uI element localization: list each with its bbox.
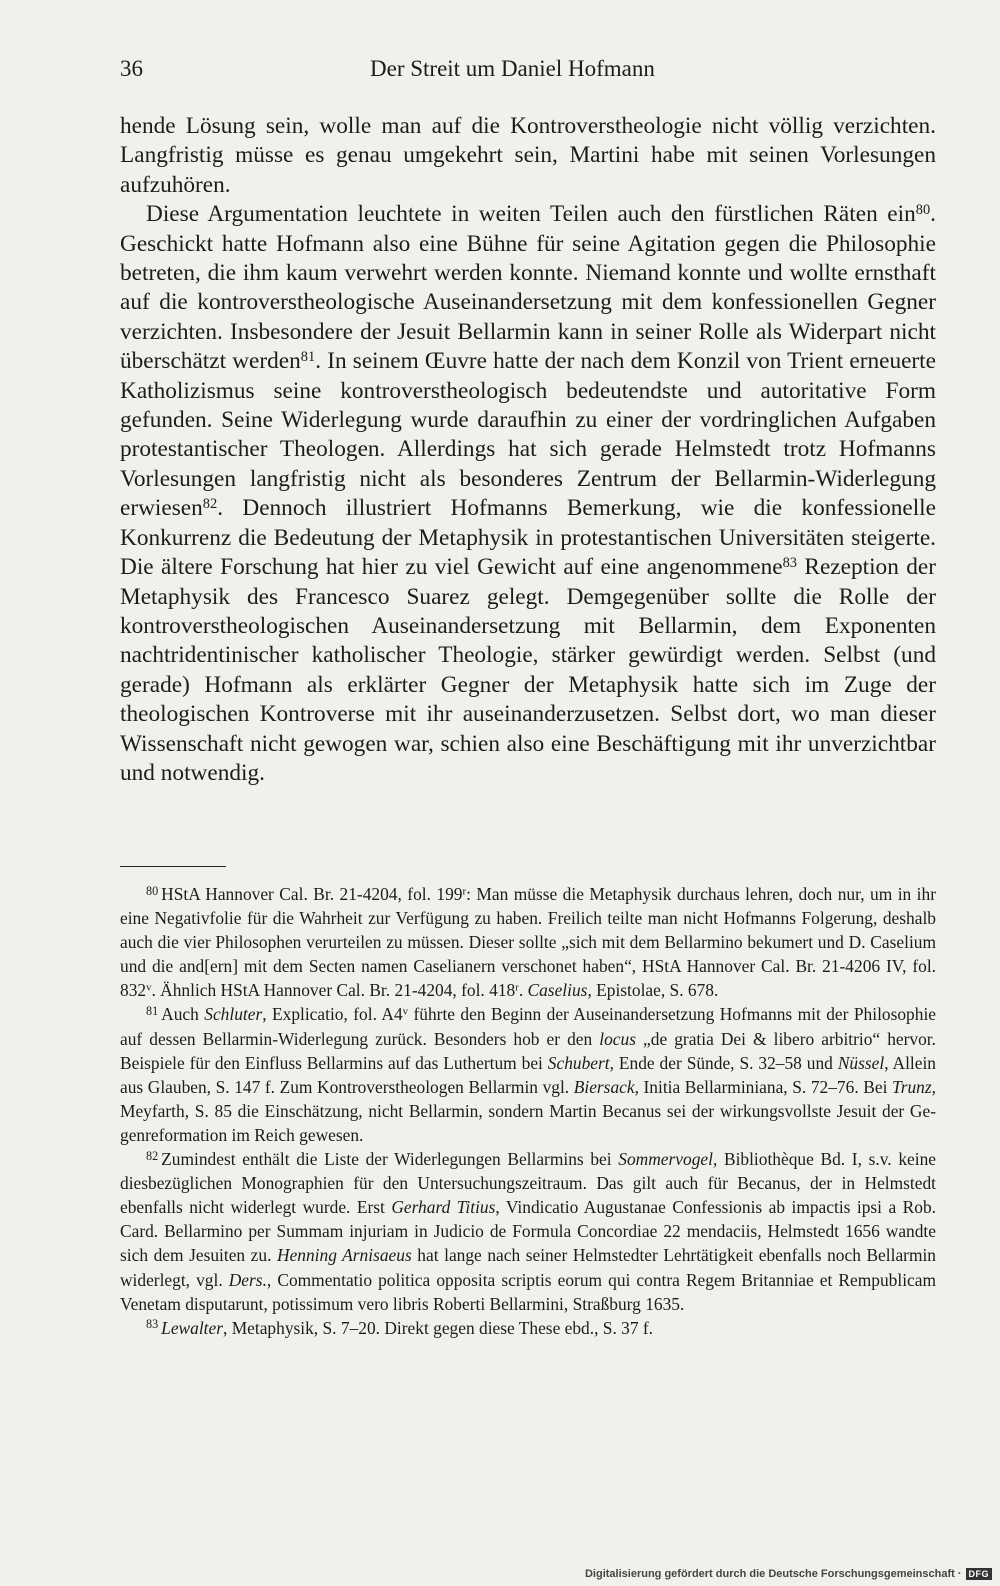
footnote-text: , Ende der Sünde, S. 32–58 und	[609, 1052, 838, 1073]
page-header	[120, 52, 874, 88]
folio-side: r	[462, 885, 467, 898]
footnote-80	[120, 882, 936, 1002]
footnote-text: , Vindicatio Augustanae Confessionis ab impactis ipsi a Rob. Card. Bellarmino per Summam injuriam in Judicio de Formula Concordiae 22 mendaciis, Helmstedt 1656 wandte sich dem Jesuiten zu.	[120, 1197, 936, 1266]
footnote-ref-81[interactable]: 81	[300, 349, 316, 366]
paragraph-text: . In seinem Œuvre hatte der nach dem Konzil von Trient erneuerte Katholizismus seine kontroverstheologisch bedeutendste und autoritative Form gefunden. Seine Widerlegung wurde daraufhin zu einer der vordringlichen Aufgaben protestantischer Theologen. Allerdings hat sich gerade Helmstedt trotz Hofmanns Vorlesungen langfristig nicht als besonderes Zentrum der Bellarmin-Widerlegung erwiesen	[120, 348, 937, 522]
footnote-text: , Meyfarth, S. 85 die Einschätzung, nicht Bellarmin, sondern Martin Becanus sei der wirkungsvollste Jesuit der Gegenreformation im Reich gewesen.	[120, 1076, 936, 1145]
credit-text: Digitalisierung gefördert durch die Deutsche Forschungsgemeinschaft ·	[584, 1568, 962, 1580]
footnote-ref-82[interactable]: 82	[202, 496, 218, 513]
footnote-text: „de gratia Dei & libero arbitrio“ hervor. Beispiele für den Einfluss Bellarmins auf das Luthertum bei	[120, 1028, 936, 1073]
paragraph-text: . Geschickt hatte Hofmann also eine Bühne für seine Agitation gegen die Philosophie betreten, die ihm kaum verwehrt werden konnte. Niemand konnte und wollte ernsthaft auf die kontroverstheologische Auseinandersetzung mit dem konfessionellen Gegner verzichten. Insbesondere der Jesuit Bellarmin kann in seiner Rolle als Widerpart nicht überschätzt werden	[120, 201, 936, 375]
author-name: Gerhard Titius	[391, 1197, 496, 1218]
paragraph-text: Diese Argumentation leuchtete in weiten Teilen auch den fürstlichen Räten ein	[146, 201, 916, 228]
footnote-83	[120, 1316, 936, 1340]
footnote-text: hat lange nach seiner Helmstedter Lehrtätigkeit ebenfalls noch Bellarmin widerlegt, vgl.	[120, 1245, 937, 1290]
folio-side: v	[402, 1006, 409, 1019]
footnote-text: HStA Hannover Cal. Br. 21-4204, fol. 199	[161, 884, 463, 904]
footnote-ref-80[interactable]: 80	[915, 202, 931, 218]
footnote-separator	[120, 866, 226, 867]
footnote-81	[120, 1002, 936, 1147]
page-number: 36	[120, 56, 143, 81]
footnote-text: Zumindest enthält die Liste der Widerlegungen Bellarmins bei	[161, 1149, 619, 1170]
author-name: Henning Arnisaeus	[277, 1245, 412, 1266]
footnote-number: 80	[146, 883, 159, 898]
footnote-text: . Ähnlich HStA Hannover Cal. Br. 21-4204, fol. 418	[151, 980, 516, 1001]
folio-side: v	[146, 981, 152, 994]
paragraph-text: . Dennoch illustriert Hofmanns Bemerkung, wie die konfessionelle Konkurrenz die Bedeutung der Metaphysik in protestantischen Universitäten steigerte. Die ältere Forschung hat hier zu viel Gewicht auf eine angenommene	[120, 495, 936, 581]
footnote-text: , Commentatio politica opposita scriptis eorum qui contra Regem Britanniae et Rempublicam Venetam disputarunt, potissimum vero libris Roberti Bellarmini, Straßburg 1635.	[120, 1269, 936, 1314]
paragraph	[120, 112, 936, 200]
footnote-text: , Initia Bellarminiana, S. 72–76. Bei	[634, 1076, 892, 1097]
author-name: Sommervogel	[618, 1149, 713, 1170]
footnote-number: 83	[146, 1317, 159, 1332]
footnote-text: .	[518, 980, 528, 1001]
digitization-credit	[585, 1568, 992, 1580]
footnote-text: Auch	[161, 1004, 205, 1025]
author-name: Ders.	[228, 1269, 267, 1290]
main-text	[120, 112, 936, 788]
footnote-text: , Bibliothèque Bd. I, s.v. keine diesbezüglichen Monographien für den Untersuchungszeitraum. Das gilt auch für Becanus, der in Helmstedt ebenfalls nicht widerlegt wurde. Erst	[120, 1149, 936, 1218]
author-name: Schubert	[547, 1052, 610, 1073]
paragraph-text: Rezeption der Metaphysik des Francesco Suarez gelegt. Demgegenüber sollte die Rolle der kontroverstheologischen Auseinandersetzung mit Bellarmin, dem Exponenten nachtridentinischer katholischer Theologie, stärker gewürdigt werden. Selbst (und gerade) Hofmann als erklärter Gegner der Metaphysik hatte sich im Zuge der theologischen Kontroverse mit ihr auseinanderzusetzen. Selbst dort, wo man dieser Wissenschaft nicht gewogen war, schien also eine Beschäftigung mit ihr unverzichtbar und notwendig.	[120, 554, 936, 786]
author-name: Trunz	[891, 1076, 932, 1097]
paragraph-text: hende Lösung sein, wolle man auf die Kontroverstheologie nicht völlig verzichten. Langfristig müsse es genau umgekehrt sein, Martini habe mit seinen Vorlesungen aufzuhören.	[120, 113, 936, 198]
footnotes	[120, 882, 936, 1340]
footnote-text: , Epistolae, S. 678.	[587, 980, 719, 1001]
folio-side: r	[515, 981, 519, 994]
author-name: Lewalter	[161, 1317, 223, 1338]
footnote-ref-83[interactable]: 83	[782, 554, 798, 571]
running-title: Der Streit um Daniel Hofmann	[370, 56, 655, 81]
footnote-number: 82	[146, 1148, 159, 1163]
paragraph	[120, 200, 936, 788]
footnote-82	[120, 1147, 936, 1316]
footnote-text: führte den Beginn der Auseinandersetzung Hofmanns mit der Philosophie auf dessen Bellarmin-Widerlegung zurück. Besonders hob er den	[120, 1004, 937, 1049]
footnote-text: , Allein aus Glauben, S. 147 f. Zum Kontroverstheologen Bellarmin vgl.	[120, 1052, 936, 1097]
author-name: Schluter	[204, 1004, 263, 1025]
footnote-number: 81	[146, 1004, 159, 1018]
author-name: Nüssel	[837, 1052, 885, 1073]
author-name: Caselius	[527, 980, 588, 1001]
italic-term: locus	[599, 1028, 636, 1049]
footnote-text: , Explicatio, fol. A4	[262, 1004, 403, 1025]
dfg-logo-icon: DFG	[966, 1568, 993, 1580]
author-name: Biersack	[573, 1076, 635, 1097]
footnote-text: , Metaphysik, S. 7–20. Direkt gegen diese These ebd., S. 37 f.	[223, 1317, 654, 1338]
footnote-text: : Man müsse die Metaphysik durchaus lehren, doch nur, um in ihr eine Negativfolie für die Wahrheit zur Verfügung zu haben. Freilich teilte man nicht Hofmanns Folgerung, deshalb auch die vier Philosophen verurteilen zu müssen. Dieser sollte „sich mit dem Bellarmino bekumert und D. Caselium und die and[ern] mit dem Secten namen Caselianern verschonet haben“, HStA Hannover Cal. Br. 21-4206 IV, fol. 832	[120, 884, 936, 1001]
